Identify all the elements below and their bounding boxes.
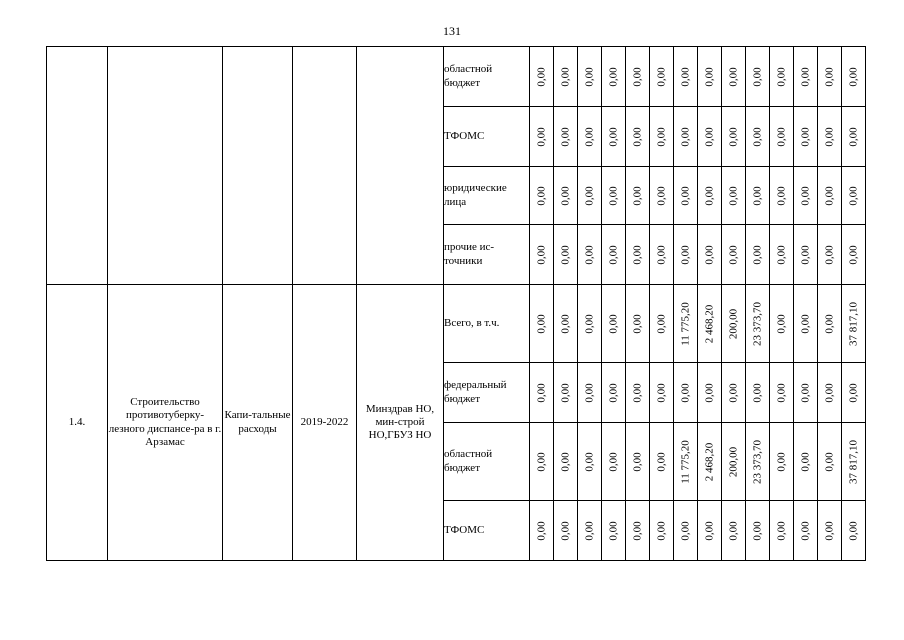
value-cell: [650, 423, 674, 501]
value-text: 0,00: [846, 66, 859, 87]
value-cell: [554, 107, 578, 167]
value-text: 0,00: [822, 451, 835, 472]
value-text: 0,00: [678, 382, 691, 403]
value-text: 0,00: [774, 66, 787, 87]
value-text: 0,00: [630, 126, 643, 147]
value-text: 0,00: [750, 382, 763, 403]
value-cell: [722, 363, 746, 423]
budget-table: [46, 46, 866, 561]
value-cell: [722, 423, 746, 501]
value-text: 0,00: [750, 66, 763, 87]
value-cell: [818, 167, 842, 225]
value-text: 0,00: [798, 451, 811, 472]
value-text: 0,00: [534, 520, 547, 541]
value-cell: [602, 501, 626, 561]
value-cell: [818, 423, 842, 501]
value-text: 0,00: [606, 185, 619, 206]
value-cell: [554, 363, 578, 423]
value-text: 0,00: [630, 313, 643, 334]
value-text: 0,00: [582, 244, 595, 265]
value-cell: [698, 501, 722, 561]
value-cell: [842, 167, 866, 225]
value-cell: [770, 107, 794, 167]
value-text: 0,00: [630, 451, 643, 472]
value-text: 0,00: [654, 313, 667, 334]
value-text: 37 817,10: [846, 439, 859, 484]
value-text: 0,00: [630, 244, 643, 265]
value-cell: [674, 225, 698, 285]
value-cell: [626, 501, 650, 561]
value-cell: [722, 285, 746, 363]
value-text: 0,00: [774, 520, 787, 541]
value-text: 0,00: [534, 126, 547, 147]
value-cell: [674, 363, 698, 423]
value-text: 0,00: [822, 382, 835, 403]
value-cell: [602, 47, 626, 107]
value-cell: [578, 363, 602, 423]
value-text: 0,00: [774, 185, 787, 206]
value-text: 11 775,20: [678, 301, 691, 346]
period-cell: [293, 47, 357, 285]
value-text: 200,00: [726, 446, 739, 477]
value-cell: [842, 107, 866, 167]
value-text: 0,00: [822, 66, 835, 87]
value-cell: [626, 167, 650, 225]
value-text: 0,00: [558, 66, 571, 87]
value-cell: [650, 501, 674, 561]
value-cell: [794, 107, 818, 167]
value-cell: [794, 285, 818, 363]
value-text: 0,00: [654, 520, 667, 541]
value-text: 0,00: [606, 520, 619, 541]
value-cell: [674, 47, 698, 107]
value-cell: [722, 107, 746, 167]
value-text: 0,00: [558, 382, 571, 403]
value-cell: [746, 285, 770, 363]
value-text: 0,00: [822, 185, 835, 206]
value-text: 0,00: [750, 520, 763, 541]
value-cell: [770, 167, 794, 225]
value-cell: [674, 107, 698, 167]
value-cell: [650, 363, 674, 423]
value-text: 0,00: [846, 244, 859, 265]
value-text: 0,00: [774, 382, 787, 403]
value-cell: [650, 285, 674, 363]
value-cell: [674, 423, 698, 501]
value-cell: [578, 423, 602, 501]
value-text: 0,00: [654, 126, 667, 147]
value-cell: [842, 285, 866, 363]
value-text: 0,00: [582, 66, 595, 87]
value-cell: [674, 501, 698, 561]
value-cell: [554, 167, 578, 225]
value-cell: [698, 423, 722, 501]
value-text: 0,00: [774, 313, 787, 334]
value-cell: [842, 501, 866, 561]
value-cell: [554, 47, 578, 107]
value-text: 0,00: [630, 382, 643, 403]
value-cell: [794, 423, 818, 501]
value-cell: [698, 47, 722, 107]
value-cell: [530, 167, 554, 225]
value-cell: [698, 225, 722, 285]
value-text: 0,00: [798, 313, 811, 334]
value-text: 0,00: [798, 66, 811, 87]
value-cell: [770, 423, 794, 501]
value-cell: [794, 225, 818, 285]
value-text: 0,00: [630, 66, 643, 87]
value-text: 0,00: [606, 451, 619, 472]
value-text: 0,00: [630, 520, 643, 541]
value-text: 0,00: [582, 313, 595, 334]
value-text: 0,00: [750, 126, 763, 147]
value-text: 200,00: [726, 308, 739, 339]
value-text: 0,00: [558, 313, 571, 334]
value-text: 0,00: [558, 520, 571, 541]
value-cell: [794, 47, 818, 107]
value-cell: [842, 423, 866, 501]
value-cell: [554, 285, 578, 363]
value-cell: [746, 501, 770, 561]
value-cell: [770, 47, 794, 107]
value-text: 0,00: [534, 313, 547, 334]
value-cell: [530, 501, 554, 561]
value-cell: [554, 423, 578, 501]
value-cell: [818, 285, 842, 363]
value-cell: [602, 107, 626, 167]
value-cell: [674, 285, 698, 363]
source-label: юридические лица: [444, 167, 530, 225]
value-text: 0,00: [534, 244, 547, 265]
value-cell: [578, 47, 602, 107]
value-text: 0,00: [582, 185, 595, 206]
value-text: 0,00: [846, 382, 859, 403]
source-label: Всего, в т.ч.: [444, 285, 530, 363]
value-cell: [746, 107, 770, 167]
value-text: 0,00: [798, 244, 811, 265]
source-label: федеральный бюджет: [444, 363, 530, 423]
value-cell: [602, 225, 626, 285]
value-cell: [794, 363, 818, 423]
value-cell: [578, 225, 602, 285]
value-cell: [722, 167, 746, 225]
value-text: 0,00: [582, 382, 595, 403]
value-cell: [650, 107, 674, 167]
value-cell: [650, 225, 674, 285]
value-text: 0,00: [726, 382, 739, 403]
number-cell: [47, 47, 108, 285]
value-cell: [722, 501, 746, 561]
source-label: областной бюджет: [444, 423, 530, 501]
table-row: [47, 47, 866, 107]
value-text: 37 817,10: [846, 301, 859, 346]
executor-cell: [357, 47, 444, 285]
table-row: [47, 285, 866, 363]
value-text: 0,00: [702, 520, 715, 541]
value-text: 0,00: [702, 126, 715, 147]
value-cell: [530, 363, 554, 423]
source-label: прочие ис-точники: [444, 225, 530, 285]
value-cell: [530, 285, 554, 363]
value-cell: [602, 363, 626, 423]
value-text: 0,00: [822, 244, 835, 265]
value-cell: [698, 107, 722, 167]
value-text: 0,00: [798, 185, 811, 206]
value-cell: [554, 501, 578, 561]
value-cell: [794, 167, 818, 225]
value-cell: [842, 363, 866, 423]
value-cell: [722, 47, 746, 107]
value-cell: [554, 225, 578, 285]
name-cell: [108, 47, 223, 285]
value-text: 0,00: [726, 520, 739, 541]
value-text: 0,00: [846, 185, 859, 206]
value-text: 0,00: [654, 382, 667, 403]
value-text: 0,00: [654, 185, 667, 206]
value-cell: [746, 225, 770, 285]
value-text: 0,00: [678, 185, 691, 206]
source-label: областной бюджет: [444, 47, 530, 107]
value-text: 0,00: [726, 244, 739, 265]
value-text: 0,00: [654, 66, 667, 87]
value-cell: [818, 225, 842, 285]
value-text: 0,00: [678, 244, 691, 265]
value-text: 23 373,70: [750, 439, 763, 484]
value-text: 0,00: [558, 126, 571, 147]
value-text: 0,00: [606, 66, 619, 87]
value-text: 0,00: [726, 185, 739, 206]
value-text: 0,00: [534, 185, 547, 206]
page-number: 131: [443, 24, 461, 38]
value-text: 0,00: [654, 451, 667, 472]
period: 2019-2022: [293, 285, 357, 561]
value-text: 0,00: [798, 382, 811, 403]
value-text: 0,00: [678, 520, 691, 541]
value-cell: [770, 285, 794, 363]
value-text: 2 468,20: [702, 304, 715, 343]
value-cell: [770, 363, 794, 423]
value-cell: [746, 47, 770, 107]
value-text: 11 775,20: [678, 439, 691, 484]
value-text: 0,00: [582, 451, 595, 472]
value-text: 0,00: [606, 244, 619, 265]
value-cell: [578, 107, 602, 167]
value-cell: [698, 285, 722, 363]
value-text: 0,00: [798, 126, 811, 147]
value-cell: [578, 501, 602, 561]
value-cell: [602, 423, 626, 501]
value-text: 0,00: [846, 126, 859, 147]
value-cell: [746, 423, 770, 501]
value-cell: [650, 47, 674, 107]
expense-type-cell: [223, 47, 293, 285]
value-text: 0,00: [726, 126, 739, 147]
value-text: 0,00: [678, 126, 691, 147]
value-text: 0,00: [534, 382, 547, 403]
value-cell: [770, 501, 794, 561]
value-text: 0,00: [822, 126, 835, 147]
expense-type: Капи-тальные расходы: [223, 285, 293, 561]
source-label: ТФОМС: [444, 107, 530, 167]
value-text: 0,00: [726, 66, 739, 87]
value-cell: [578, 167, 602, 225]
value-text: 23 373,70: [750, 301, 763, 346]
value-cell: [698, 167, 722, 225]
value-cell: [746, 363, 770, 423]
value-text: 0,00: [702, 66, 715, 87]
value-cell: [722, 225, 746, 285]
value-cell: [794, 501, 818, 561]
value-cell: [530, 225, 554, 285]
value-cell: [626, 107, 650, 167]
value-text: 0,00: [702, 244, 715, 265]
value-cell: [626, 363, 650, 423]
value-cell: [770, 225, 794, 285]
value-text: 0,00: [558, 185, 571, 206]
value-text: 2 468,20: [702, 442, 715, 481]
value-cell: [626, 225, 650, 285]
value-cell: [818, 107, 842, 167]
value-text: 0,00: [702, 382, 715, 403]
value-text: 0,00: [750, 244, 763, 265]
table-body: [47, 47, 866, 561]
value-cell: [626, 423, 650, 501]
value-cell: [530, 423, 554, 501]
value-cell: [626, 47, 650, 107]
item-number: 1.4.: [47, 285, 108, 561]
value-text: 0,00: [678, 66, 691, 87]
executor: Минздрав НО, мин-строй НО,ГБУЗ НО: [357, 285, 444, 561]
value-cell: [530, 47, 554, 107]
value-text: 0,00: [558, 451, 571, 472]
value-text: 0,00: [582, 520, 595, 541]
value-text: 0,00: [750, 185, 763, 206]
value-cell: [602, 285, 626, 363]
value-cell: [842, 225, 866, 285]
value-cell: [698, 363, 722, 423]
value-text: 0,00: [798, 520, 811, 541]
value-text: 0,00: [702, 185, 715, 206]
value-text: 0,00: [606, 313, 619, 334]
value-cell: [818, 47, 842, 107]
value-text: 0,00: [654, 244, 667, 265]
value-cell: [818, 501, 842, 561]
value-cell: [674, 167, 698, 225]
value-text: 0,00: [822, 313, 835, 334]
value-text: 0,00: [822, 520, 835, 541]
value-text: 0,00: [534, 451, 547, 472]
value-cell: [530, 107, 554, 167]
value-cell: [746, 167, 770, 225]
value-text: 0,00: [774, 244, 787, 265]
value-cell: [650, 167, 674, 225]
value-text: 0,00: [606, 126, 619, 147]
value-cell: [818, 363, 842, 423]
value-cell: [578, 285, 602, 363]
value-text: 0,00: [606, 382, 619, 403]
value-text: 0,00: [774, 451, 787, 472]
value-cell: [842, 47, 866, 107]
value-text: 0,00: [534, 66, 547, 87]
value-text: 0,00: [774, 126, 787, 147]
source-label: ТФОМС: [444, 501, 530, 561]
value-text: 0,00: [846, 520, 859, 541]
value-text: 0,00: [558, 244, 571, 265]
item-name: Строительство противотуберку-лезного диспансе-ра в г. Арзамас: [108, 285, 223, 561]
value-text: 0,00: [582, 126, 595, 147]
value-cell: [602, 167, 626, 225]
value-cell: [626, 285, 650, 363]
value-text: 0,00: [630, 185, 643, 206]
